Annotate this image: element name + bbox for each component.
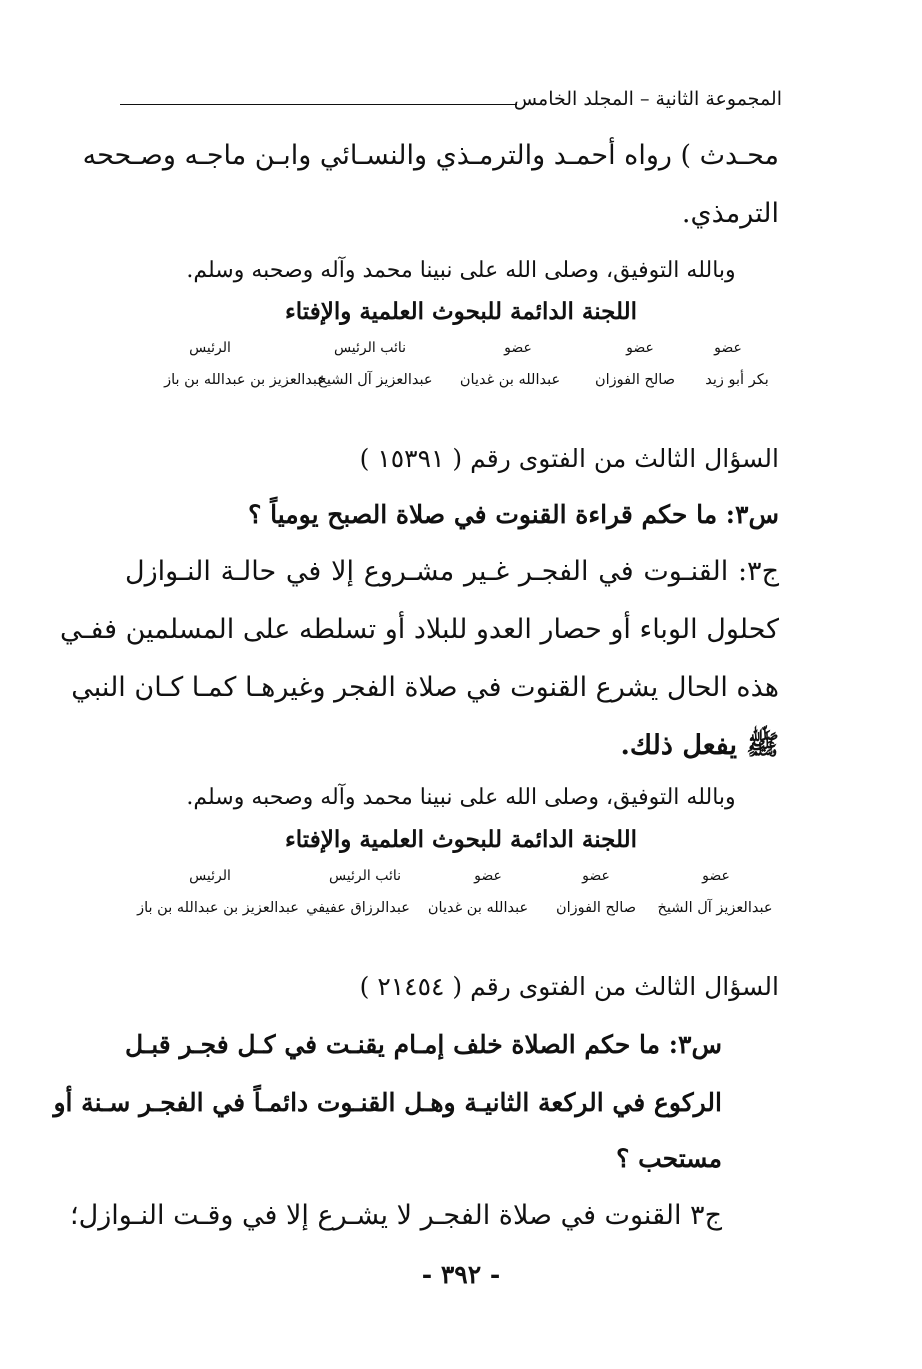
signatory-name: عبدالرزاق عفيفي <box>306 900 410 916</box>
signatory-name: عبدالعزيز بن عبدالله بن باز <box>137 900 299 916</box>
signatory-role: الرئيس <box>189 868 231 884</box>
running-header <box>120 88 782 120</box>
signatory-role: عضو <box>626 340 654 356</box>
signatory-name: صالح الفوزان <box>555 900 637 916</box>
signatory-role: عضو <box>714 340 742 356</box>
signatory-name: صالح الفوزان <box>594 372 676 388</box>
header-rule <box>120 104 517 105</box>
answer-line: هذه الحال يشرع القنوت في صلاة الفجر وغيرهـا كمـا كـان النبي <box>71 672 779 703</box>
answer-line: ﷺ يفعل ذلك. <box>620 730 779 761</box>
signatory-role: عضو <box>702 868 730 884</box>
answer-line: كحلول الوباء أو حصار العدو للبلاد أو تسلطه على المسلمين ففـي <box>60 614 779 645</box>
signatory-roles <box>0 340 922 364</box>
closing-formula: وبالله التوفيق، وصلى الله على نبينا محمد وآله وصحبه وسلم. <box>186 258 736 283</box>
signatory-roles <box>0 868 922 892</box>
answer-line: ج٣ القنوت في صلاة الفجـر لا يشـرع إلا في وقـت النـوازل؛ <box>70 1200 722 1231</box>
signatory-name: عبدالله بن غديان <box>427 900 529 916</box>
signatory-name: عبدالله بن غديان <box>459 372 561 388</box>
question-line: الركوع في الركعة الثانيـة وهـل القنـوت دائمـاً في الفجـر سـنة أو <box>53 1088 722 1117</box>
committee-name: اللجنة الدائمة للبحوث العلمية والإفتاء <box>284 826 638 853</box>
signatory-role: عضو <box>474 868 502 884</box>
page-number: - ٣٩٢ - <box>421 1260 501 1289</box>
answer-line: ج٣: القنـوت في الفجـر غـير مشـروع إلا في حالـة النـوازل <box>125 556 779 587</box>
signatory-role: الرئيس <box>189 340 231 356</box>
signatory-name: عبدالعزيز آل الشيخ <box>657 900 773 916</box>
committee-name: اللجنة الدائمة للبحوث العلمية والإفتاء <box>284 298 638 325</box>
signatory-name: عبدالعزيز آل الشيخ <box>317 372 433 388</box>
question-text: س٣: ما حكم قراءة القنوت في صلاة الصبح يومياً ؟ <box>248 500 779 529</box>
question-line: مستحب ؟ <box>616 1144 722 1173</box>
signatory-names <box>0 900 922 924</box>
signatory-name: عبدالعزيز بن عبدالله بن باز <box>164 372 326 388</box>
continuation-line-1: محـدث ) رواه أحمـد والترمـذي والنسـائي وابـن ماجـه وصـححه <box>82 140 779 171</box>
signatory-names <box>0 372 922 396</box>
question-line: س٣: ما حكم الصلاة خلف إمـام يقنـت في كـل فجـر قبـل <box>125 1030 722 1059</box>
signatory-name: بكر أبو زيد <box>705 372 769 388</box>
signatory-role: عضو <box>582 868 610 884</box>
closing-formula: وبالله التوفيق، وصلى الله على نبينا محمد وآله وصحبه وسلم. <box>186 785 736 810</box>
continuation-line-2: الترمذي. <box>681 198 779 229</box>
fatwa-title: السؤال الثالث من الفتوى رقم ( ١٥٣٩١ ) <box>359 444 779 473</box>
signatory-role: نائب الرئيس <box>328 868 402 884</box>
signatory-role: نائب الرئيس <box>333 340 407 356</box>
fatwa-title: السؤال الثالث من الفتوى رقم ( ٢١٤٥٤ ) <box>359 972 779 1001</box>
signatory-role: عضو <box>504 340 532 356</box>
header-title: المجموعة الثانية – المجلد الخامس <box>513 88 782 110</box>
